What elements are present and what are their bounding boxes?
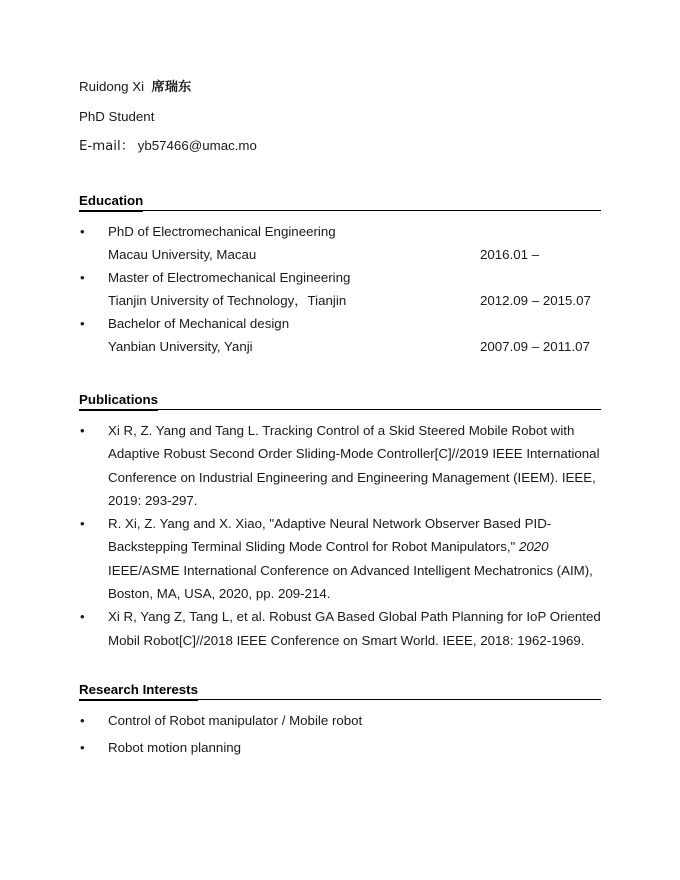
list-item <box>79 512 601 605</box>
list-item <box>79 605 601 652</box>
bullet-icon: • <box>80 423 85 438</box>
education-institution-row <box>108 243 601 266</box>
education-degree: Bachelor of Mechanical design <box>108 316 290 331</box>
bullet-icon: • <box>80 270 85 285</box>
bullet-icon: • <box>80 316 85 331</box>
list-item <box>79 312 601 358</box>
name-cjk: 席瑞东 <box>151 80 192 95</box>
name-latin: Ruidong Xi <box>79 79 145 94</box>
list-item <box>79 736 601 759</box>
bullet-icon: • <box>80 712 85 728</box>
publication-entry <box>108 419 601 512</box>
bullet-icon: • <box>80 739 85 755</box>
publication-text-italic: 2020 <box>518 539 549 555</box>
publication-text-post: IEEE/ASME International Conference on Advanced Intelligent Mechatronics (AIM), Boston, MA, USA, 2020, pp. 209-214. <box>108 562 593 602</box>
publication-entry <box>108 605 601 652</box>
education-date: 2016.01 – <box>480 247 540 262</box>
list-item <box>79 266 601 312</box>
education-section <box>79 192 601 358</box>
list-item <box>79 419 601 512</box>
email-label: E-mail： <box>79 139 134 154</box>
education-institution-row <box>108 335 601 358</box>
role-line: PhD Student <box>79 109 155 124</box>
email-address[interactable]: yb57466@umac.mo <box>137 138 257 153</box>
education-heading-label: Education <box>79 193 143 212</box>
publication-text-pre: Xi R, Z. Yang and Tang L. Tracking Control of a Skid Steered Mobile Robot with Adaptive Robust Second Order Sliding-Mode Controller[C]//2019 IEEE International Conference on Industrial Engineering and Engineering Management (IEEM). IEEE, 2019: 293-297. <box>108 423 600 508</box>
bullet-icon: • <box>80 224 85 239</box>
education-institution: Yanbian University, Yanji <box>108 339 253 354</box>
name-line <box>79 72 601 102</box>
publication-text-pre: R. Xi, Z. Yang and X. Xiao, "Adaptive Neural Network Observer Based PID-Backstepping Terminal Sliding Mode Control for Robot Manipulators," <box>108 516 552 555</box>
publications-list <box>79 419 601 652</box>
cv-header <box>79 72 601 161</box>
research-interest-text: Robot motion planning <box>108 739 242 755</box>
list-item <box>79 709 601 732</box>
research-interests-heading-label: Research Interests <box>79 682 198 701</box>
bullet-icon: • <box>80 609 85 625</box>
education-list <box>79 220 601 358</box>
education-degree: PhD of Electromechanical Engineering <box>108 224 336 239</box>
research-interests-list <box>79 709 601 759</box>
education-degree: Master of Electromechanical Engineering <box>108 270 351 285</box>
list-item <box>79 220 601 266</box>
education-institution: Tianjin University of Technology，Tianjin <box>108 293 347 308</box>
bullet-icon: • <box>80 516 85 532</box>
education-date: 2012.09 – 2015.07 <box>480 293 591 308</box>
research-interests-section <box>79 681 601 759</box>
publications-heading <box>79 391 601 410</box>
research-interests-heading <box>79 681 601 700</box>
email-line <box>79 131 601 161</box>
education-heading <box>79 192 601 211</box>
research-interest-text: Control of Robot manipulator / Mobile robot <box>108 712 363 728</box>
education-institution: Macau University, Macau <box>108 247 257 262</box>
publications-section <box>79 391 601 652</box>
education-heading-rule <box>79 210 601 211</box>
publication-text-pre: Xi R, Yang Z, Tang L, et al. Robust GA Based Global Path Planning for IoP Oriented Mobil Robot[C]//2018 IEEE Conference on Smart World. IEEE, 2018: 1962-1969. <box>108 609 601 648</box>
publication-entry <box>108 512 601 605</box>
education-date: 2007.09 – 2011.07 <box>480 339 590 354</box>
education-institution-row <box>108 289 601 312</box>
publications-heading-label: Publications <box>79 392 158 411</box>
